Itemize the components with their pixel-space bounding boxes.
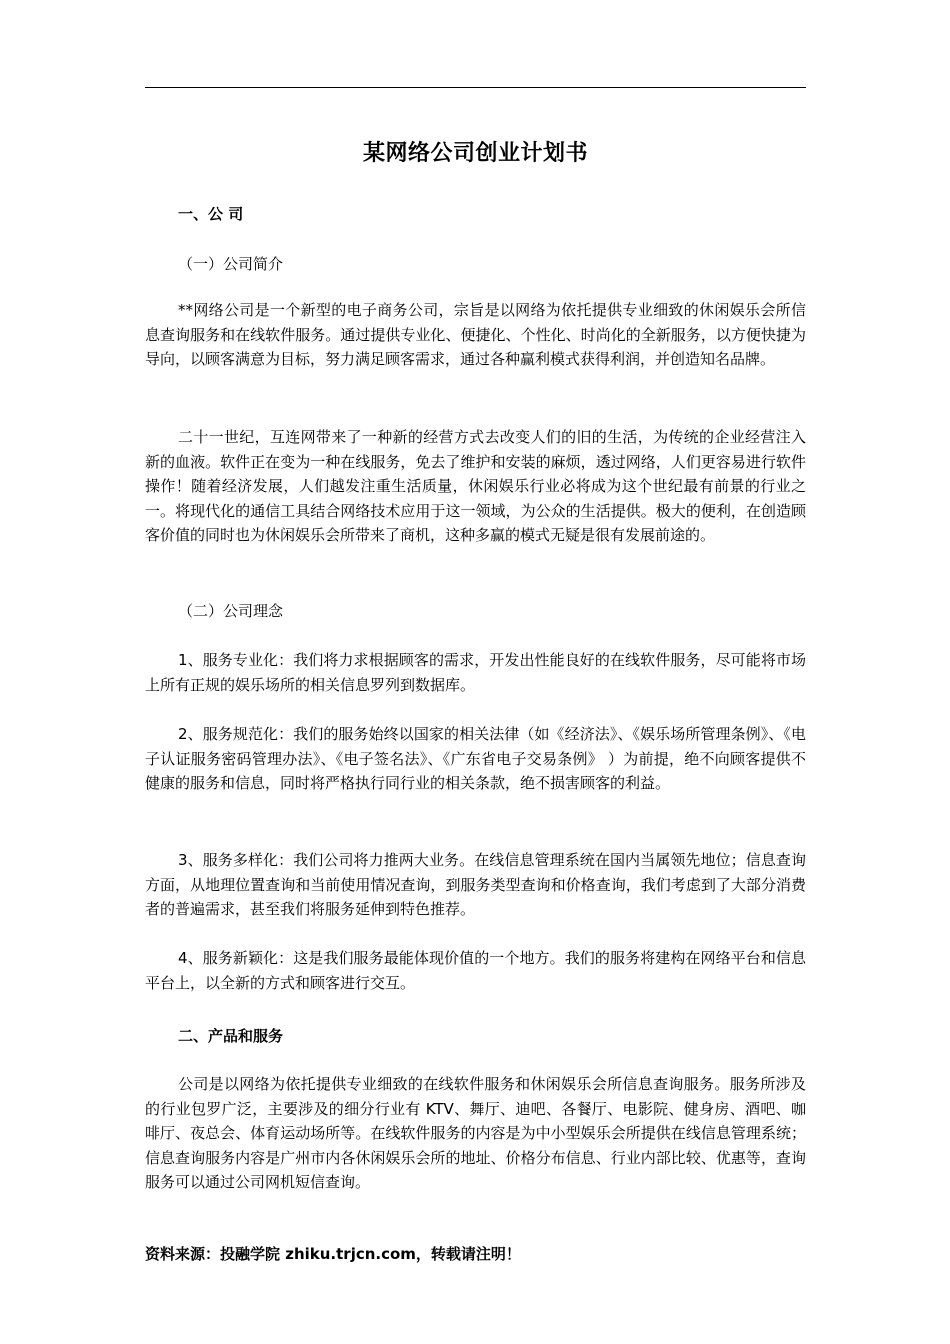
document-title: 某网络公司创业计划书 <box>362 141 588 166</box>
subsection-company-intro-heading: （一）公司简介 <box>178 255 284 273</box>
philosophy-item-1: 1、服务专业化：我们将力求根据顾客的需求，开发出性能良好的在线软件服务，尽可能将市场上所有正规的娱乐场所的相关信息罗列到数据库。 <box>145 651 806 694</box>
philosophy-item-4: 4、服务新颖化：这是我们服务最能体现价值的一个地方。我们的服务将建构在网络平台和信息平台上，以全新的方式和顾客进行交互。 <box>145 949 806 992</box>
section-2-heading: 二、产品和服务 <box>178 1027 284 1045</box>
section-1-heading: 一、公 司 <box>178 205 244 223</box>
company-intro-paragraph-1: **网络公司是一个新型的电子商务公司，宗旨是以网络为依托提供专业细致的休闲娱乐会所信息查询服务和在线软件服务。通过提供专业化、便捷化、个性化、时尚化的全新服务，以方便快捷为导向，以顾客满意为目标，努力满足顾客需求，通过各种赢利模式获得利润，并创造知名品牌。 <box>145 301 806 368</box>
company-intro-paragraph-2: 二十一世纪，互连网带来了一种新的经营方式去改变人们的旧的生活，为传统的企业经营注入新的血液。软件正在变为一种在线服务，免去了维护和安装的麻烦，透过网络，人们更容易进行软件操作！随着经济发展，人们越发注重生活质量，休闲娱乐行业必将成为这个世纪最有前景的行业之一。将现代化的通信工具结合网络技术应用于这一领域，为公众的生活提供。极大的便利，在创造顾客价值的同时也为休闲娱乐会所带来了商机，这种多赢的模式无疑是很有发展前途的。 <box>145 428 806 544</box>
source-footer: 资料来源：投融学院 zhiku.trjcn.com，转载请注明！ <box>145 1245 521 1263</box>
philosophy-item-2: 2、服务规范化：我们的服务始终以国家的相关法律（如《经济法》、《娱乐场所管理条例》、《电子认证服务密码管理办法》、《电子签名法》、《广东省电子交易条例》 ）为前提，绝不向顾客提供不健康的服务和信息，同时将严格执行同行业的相关条款，绝不损害顾客的利益。 <box>145 725 806 792</box>
subsection-company-philosophy-heading: （二）公司理念 <box>178 602 284 620</box>
philosophy-item-3: 3、服务多样化：我们公司将力推两大业务。在线信息管理系统在国内当属领先地位；信息查询方面，从地理位置查询和当前使用情况查询，到服务类型查询和价格查询，我们考虑到了大部分消费者的普遍需求，甚至我们将服务延伸到特色推荐。 <box>145 851 806 918</box>
header-rule <box>145 87 806 88</box>
products-services-paragraph: 公司是以网络为依托提供专业细致的在线软件服务和休闲娱乐会所信息查询服务。服务所涉及的行业包罗广泛，主要涉及的细分行业有 KTV、舞厅、迪吧、各餐厅、电影院、健身房、酒吧、咖啡厅、夜总会、体育运动场所等。在线软件服务的内容是为中小型娱乐会所提供在线信息管理系统；信息查询服务内容是广州市内各休闲娱乐会所的地址、价格分布信息、行业内部比较、优惠等，查询服务可以通过公司网机短信查询。 <box>145 1075 806 1191</box>
